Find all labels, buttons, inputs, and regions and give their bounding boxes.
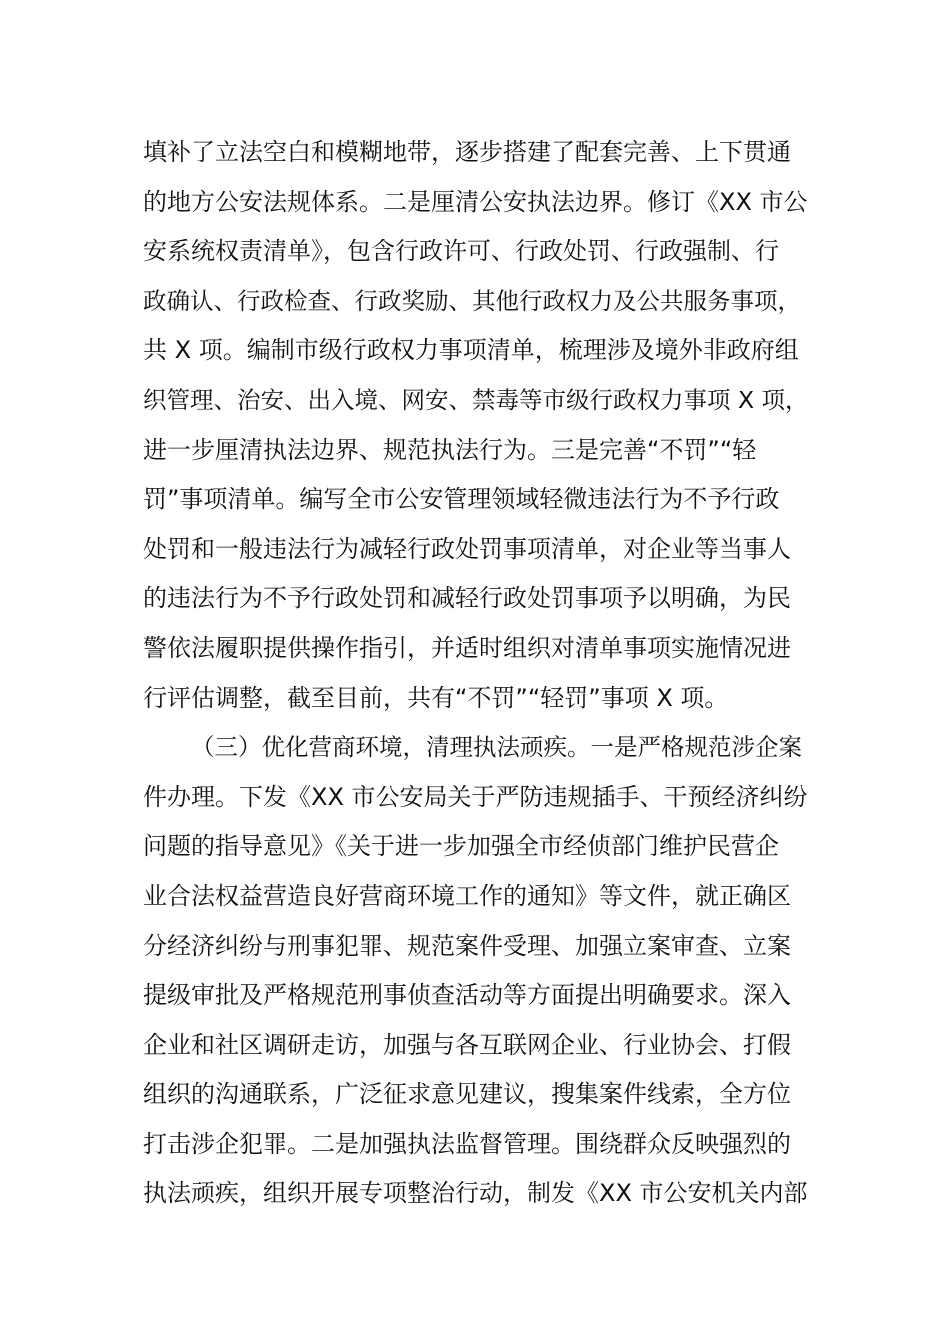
text-line: 共 X 项。编制市级行政权力事项清单，梳理涉及境外非政府组 [143,336,799,365]
text-line: 填补了立法空白和模糊地带，逐步搭建了配套完善、上下贯通 [143,138,791,166]
text-line: 打击涉企犯罪。二是加强执法监督管理。围绕群众反映强烈的 [143,1129,791,1158]
text-line: 的地方公安法规体系。二是厘清公安执法边界。修订《XX 市公 [143,187,808,216]
text-line: 业合法权益营造良好营商环境工作的通知》等文件，就正确区 [143,881,791,910]
text-line: 处罚和一般违法行为减轻行政处罚事项清单，对企业等当事人 [143,534,791,563]
text-line: 提级审批及严格规范刑事侦查活动等方面提出明确要求。深入 [143,981,791,1010]
text-line: 执法顽疾，组织开展专项整治行动，制发《XX 市公安机关内部 [143,1179,808,1208]
text-line: 的违法行为不予行政处罚和减轻行政处罚事项予以明确，为民 [143,584,791,613]
text-line: 问题的指导意见》《关于进一步加强全市经侦部门维护民营企 [143,832,779,861]
text-line: 分经济纠纷与刑事犯罪、规范案件受理、加强立案审查、立案 [143,931,791,960]
text-line: 警依法履职提供操作指引，并适时组织对清单事项实施情况进 [143,633,791,662]
text-line: 件办理。下发《XX 市公安局关于严防违规插手、干预经济纠纷 [143,782,808,811]
text-line: 行评估调整，截至目前，共有“不罚”“轻罚”事项 X 项。 [143,683,729,712]
text-line: 安系统权责清单》，包含行政许可、行政处罚、行政强制、行 [143,237,779,266]
text-line: （三）优化营商环境，清理执法顽疾。一是严格规范涉企案 [191,733,802,762]
text-line: 进一步厘清执法边界、规范执法行为。三是完善“不罚”“轻 [143,435,757,464]
text-line: 政确认、行政检查、行政奖励、其他行政权力及公共服务事项， [143,286,801,315]
text-line: 织管理、治安、出入境、网安、禁毒等市级行政权力事项 X 项， [143,385,809,414]
text-line: 组织的沟通联系，广泛征求意见建议，搜集案件线索，全方位 [143,1080,791,1109]
body-text [143,128,813,1219]
text-line: 企业和社区调研走访，加强与各互联网企业、行业协会、打假 [143,1030,791,1059]
text-line: 罚”事项清单。编写全市公安管理领域轻微违法行为不予行政 [143,485,780,514]
